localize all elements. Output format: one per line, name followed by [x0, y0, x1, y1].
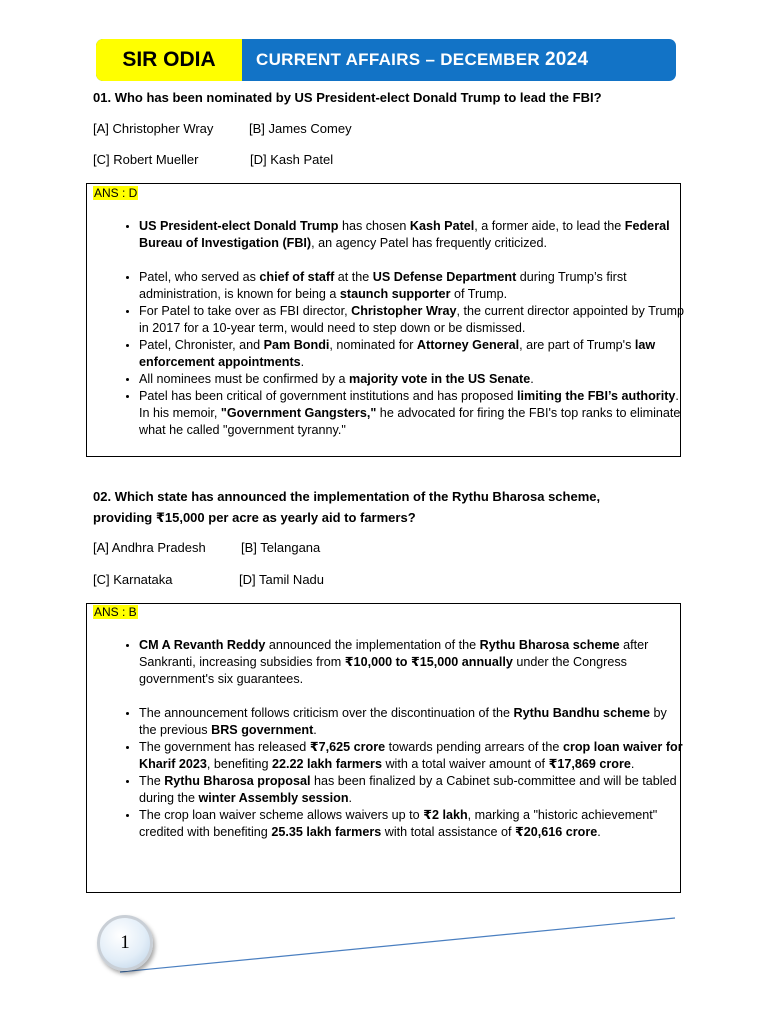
bold-text: staunch supporter — [339, 287, 451, 301]
text: Patel has been critical of government institutions and has proposed — [139, 389, 518, 403]
q2-option-d: [D] Tamil Nadu — [239, 572, 325, 587]
text: towards pending arrears of the — [385, 740, 563, 754]
question-2-number: 02. — [93, 489, 115, 504]
text: . — [597, 825, 601, 839]
text: , the current director appointed by Trump in 2017 for a 10-year term, would need to step down or be dismissed. — [139, 304, 685, 335]
q2-option-c: [C] Karnataka — [93, 572, 173, 587]
q1-option-d: [D] Kash Patel — [250, 152, 334, 167]
text: The crop loan waiver scheme allows waivers up to — [139, 808, 424, 822]
bold-text: crop loan waiver for Kharif 2023 — [139, 740, 683, 771]
page-number: 1 — [120, 932, 130, 953]
q1-point — [139, 269, 687, 303]
answer-label-1: ANS : D — [94, 186, 138, 200]
answer-label-2: ANS : B — [94, 605, 137, 619]
text: by the previous — [139, 706, 667, 737]
bold-text: chief of staff — [259, 270, 335, 284]
bold-text: Rythu Bandhu scheme — [513, 706, 650, 720]
q2-option-a: [A] Andhra Pradesh — [93, 540, 206, 555]
text: . — [313, 723, 317, 737]
text: . In his memoir, — [139, 389, 679, 420]
q1-point — [139, 371, 687, 388]
text: The government has released — [139, 740, 310, 754]
q2-point — [139, 773, 687, 807]
question-2 — [93, 486, 633, 528]
q1-point — [139, 337, 687, 371]
text: during Trump’s first administration, is known for being a — [139, 270, 627, 301]
text: , marking a "historic achievement" credited with benefiting — [139, 808, 658, 839]
text: The announcement follows criticism over the discontinuation of the — [139, 706, 514, 720]
bold-text: Federal Bureau of Investigation (FBI) — [139, 219, 670, 250]
bold-text: Attorney General — [416, 338, 520, 352]
header-title-year: 2024 — [544, 49, 589, 70]
text: . — [530, 372, 534, 386]
text: after Sankranti, increasing subsidies from — [139, 638, 649, 669]
text: , a former aide, to lead the — [474, 219, 625, 233]
footer-decorative-line — [120, 910, 690, 980]
brand-label: SIR ODIA — [96, 39, 242, 81]
text: , an agency Patel has frequently criticized. — [311, 236, 548, 250]
bold-text: winter Assembly session — [198, 791, 349, 805]
text: has been finalized by a Cabinet sub-committee and will be tabled during the — [139, 774, 677, 805]
text: has chosen — [338, 219, 410, 233]
text: he advocated for firing the FBI's top ranks to eliminate what he called "government tyranny." — [139, 406, 681, 437]
text: announced the implementation of the — [265, 638, 480, 652]
question-1 — [93, 87, 693, 108]
bold-text: CM A Revanth Reddy — [139, 638, 266, 652]
text: under the Congress government's six guarantees. — [139, 655, 627, 686]
bold-text: ₹20,616 crore — [514, 825, 598, 839]
bold-text: majority vote in the US Senate — [349, 372, 531, 386]
q2-option-b: [B] Telangana — [241, 540, 321, 555]
header-title — [256, 39, 588, 81]
bold-text: Rythu Bharosa proposal — [164, 774, 311, 788]
q2-point — [139, 739, 687, 773]
text: with a total waiver amount of — [381, 757, 549, 771]
question-1-number: 01. — [93, 90, 115, 105]
text: . — [630, 757, 635, 771]
q1-point — [139, 388, 687, 439]
question-2-text: Which state has announced the implementation of the Rythu Bharosa scheme, providing ₹15,000 per acre as yearly aid to farmers? — [93, 489, 601, 525]
q1-option-a: [A] Christopher Wray — [93, 121, 214, 136]
bold-text: US President-elect Donald Trump — [139, 219, 339, 233]
q1-point — [139, 218, 687, 252]
text: at the — [334, 270, 373, 284]
text: . — [300, 355, 305, 369]
page-number-badge — [97, 915, 153, 971]
q2-point — [139, 637, 687, 688]
text: Patel, Chronister, and — [139, 338, 264, 352]
bold-text: Christopher Wray — [351, 304, 457, 318]
bold-text: ₹2 lakh — [423, 808, 468, 822]
text: . — [348, 791, 353, 805]
text: All nominees must be confirmed by a — [139, 372, 349, 386]
q1-option-b: [B] James Comey — [249, 121, 352, 136]
q1-explanation-list — [112, 218, 687, 439]
bold-text: Rythu Bharosa scheme — [479, 638, 620, 652]
text: , are part of Trump's — [519, 338, 635, 352]
text: , benefiting — [206, 757, 273, 771]
bold-text: US Defense Department — [372, 270, 517, 284]
text: Patel, who served as — [139, 270, 260, 284]
bold-text: ₹10,000 to ₹15,000 annually — [344, 655, 513, 669]
bold-text: limiting the FBI’s authority — [517, 389, 676, 403]
bold-text: Kash Patel — [409, 219, 475, 233]
bold-text: 22.22 lakh farmers — [272, 757, 382, 771]
bold-text: ₹7,625 crore — [309, 740, 386, 754]
q1-option-c: [C] Robert Mueller — [93, 152, 199, 167]
q1-point — [139, 303, 687, 337]
bold-text: Pam Bondi — [263, 338, 330, 352]
text: of Trump. — [450, 287, 508, 301]
q2-explanation-list — [112, 637, 687, 841]
bold-text: BRS government — [211, 723, 314, 737]
q2-point — [139, 807, 687, 841]
bold-text: 25.35 lakh farmers — [271, 825, 382, 839]
question-1-text: Who has been nominated by US President-elect Donald Trump to lead the FBI? — [114, 90, 602, 105]
bold-text: law enforcement appointments — [139, 338, 656, 369]
text: The — [139, 774, 165, 788]
text: , nominated for — [329, 338, 417, 352]
text: with total assistance of — [381, 825, 515, 839]
header-title-main: CURRENT AFFAIRS – DECEMBER — [256, 50, 545, 69]
bold-text: ₹17,869 crore — [548, 757, 631, 771]
bold-text: "Government Gangsters," — [220, 406, 377, 420]
q2-point — [139, 705, 687, 739]
text: For Patel to take over as FBI director, — [139, 304, 352, 318]
